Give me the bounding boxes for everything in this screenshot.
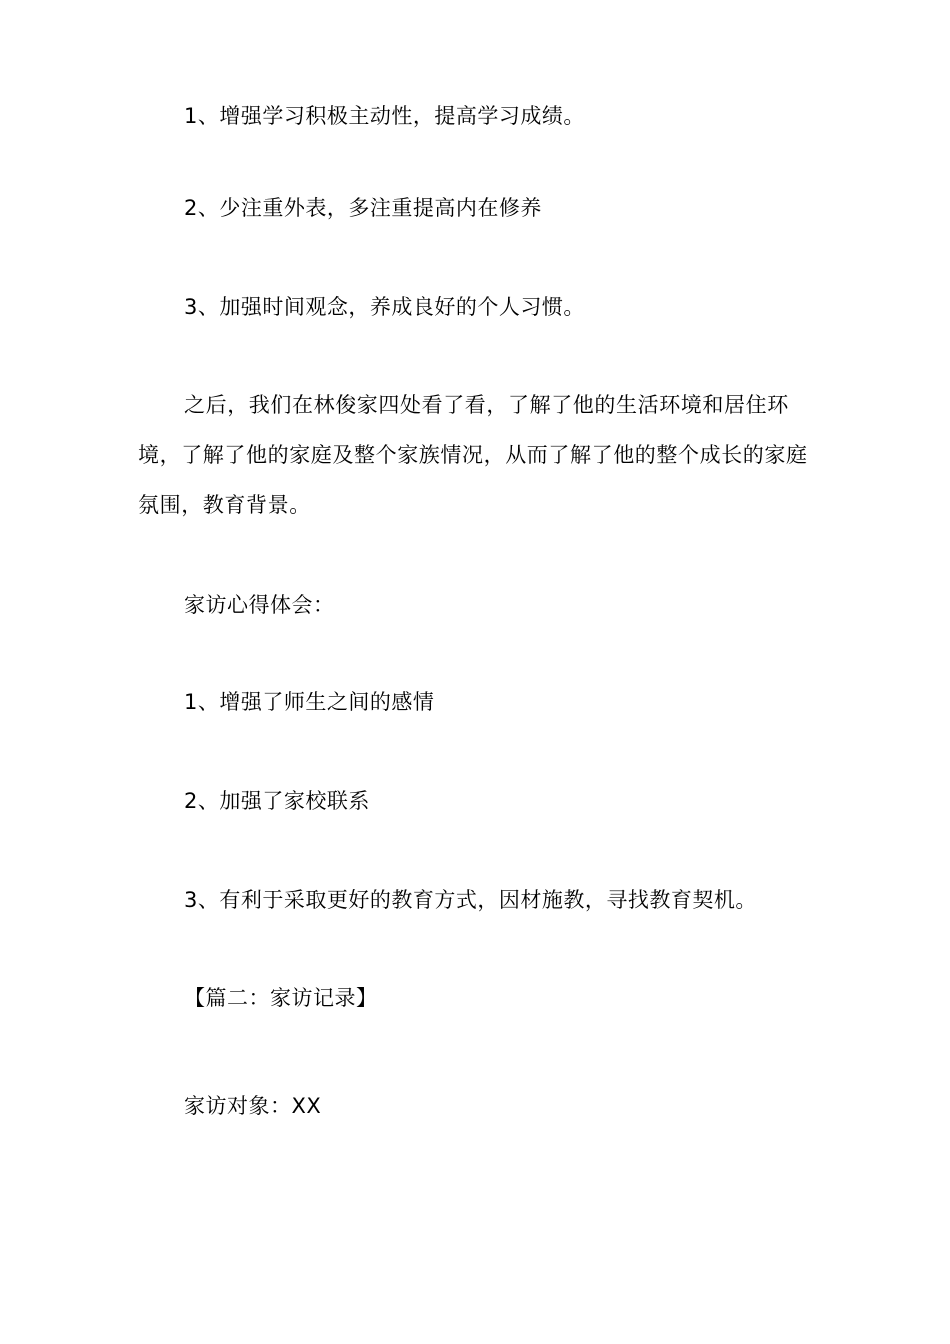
section-title: 【篇二：家访记录】 <box>184 986 378 1010</box>
list1-item-3: 3、加强时间观念，养成良好的个人习惯。 <box>184 295 585 319</box>
visit-target: 家访对象：XX <box>184 1094 322 1118</box>
list1-item-2: 2、少注重外表，多注重提高内在修养 <box>184 196 542 220</box>
list2-item-2: 2、加强了家校联系 <box>184 789 370 813</box>
list2-item-1: 1、增强了师生之间的感情 <box>184 690 435 714</box>
list1-item-1: 1、增强学习积极主动性，提高学习成绩。 <box>184 104 585 128</box>
body-paragraph: 之后，我们在林俊家四处看了看，了解了他的生活环境和居住环境，了解了他的家庭及整个家族情况，从而了解了他的整个成长的家庭氛围，教育背景。 <box>138 393 808 517</box>
heading-experience: 家访心得体会： <box>184 593 335 617</box>
list2-item-3: 3、有利于采取更好的教育方式，因材施教，寻找教育契机。 <box>184 888 757 912</box>
